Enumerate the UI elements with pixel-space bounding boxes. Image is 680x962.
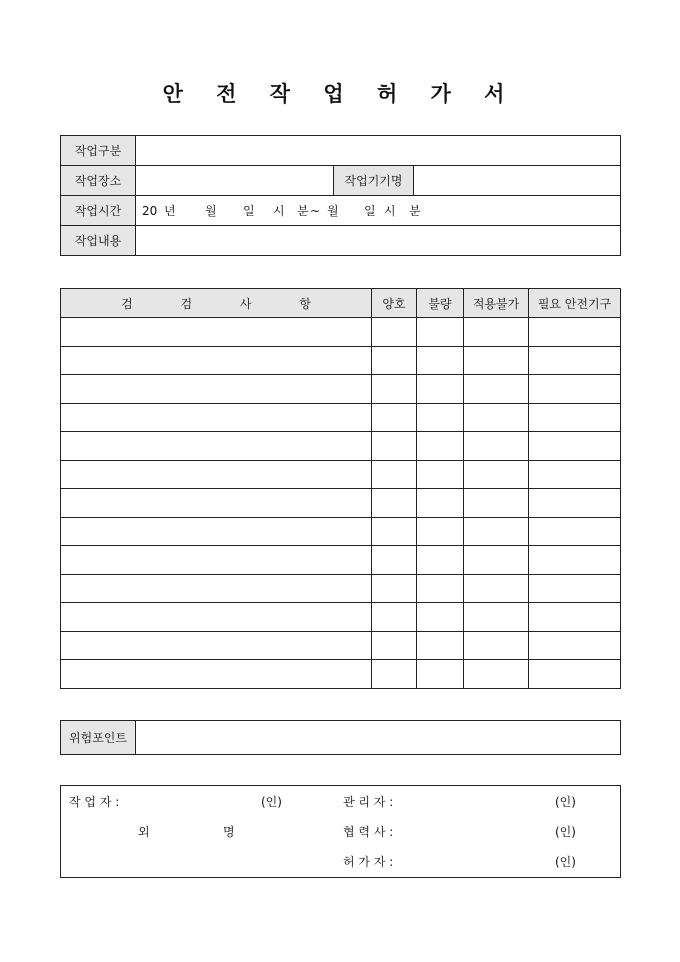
work-place-field[interactable] <box>136 166 334 196</box>
required-equipment-cell[interactable] <box>529 432 621 461</box>
time-day-end: 일 <box>364 204 376 218</box>
required-equipment-cell[interactable] <box>529 403 621 432</box>
bad-cell[interactable] <box>417 403 464 432</box>
header-check-item: 검 검 사 항 <box>61 289 372 318</box>
check-item-cell[interactable] <box>61 460 372 489</box>
good-cell[interactable] <box>372 489 417 518</box>
checklist-row <box>61 432 621 461</box>
not-applicable-cell[interactable] <box>464 432 529 461</box>
check-item-cell[interactable] <box>61 375 372 404</box>
not-applicable-cell[interactable] <box>464 517 529 546</box>
good-cell[interactable] <box>372 346 417 375</box>
manager-seal[interactable]: (인) <box>555 795 576 809</box>
good-cell[interactable] <box>372 375 417 404</box>
checklist-row <box>61 631 621 660</box>
header-required-equipment: 필요 안전기구 <box>529 289 621 318</box>
checklist-row <box>61 346 621 375</box>
worker-seal[interactable]: (인) <box>261 795 282 809</box>
not-applicable-cell[interactable] <box>464 631 529 660</box>
time-prefix: 20 <box>142 204 158 218</box>
bad-cell[interactable] <box>417 546 464 575</box>
required-equipment-cell[interactable] <box>529 460 621 489</box>
checklist-row <box>61 460 621 489</box>
document-title: 안 전 작 업 허 가 서 <box>162 81 518 106</box>
work-content-field[interactable] <box>136 226 621 256</box>
checklist-row <box>61 574 621 603</box>
worker-label: 작 업 자 : <box>69 795 120 809</box>
work-type-label: 작업구분 <box>61 136 136 166</box>
not-applicable-cell[interactable] <box>464 546 529 575</box>
work-place-row <box>61 166 621 196</box>
work-content-label: 작업내용 <box>61 226 136 256</box>
bad-cell[interactable] <box>417 660 464 689</box>
required-equipment-cell[interactable] <box>529 517 621 546</box>
risk-point-table <box>60 720 621 755</box>
checklist-header-row <box>61 289 621 318</box>
header-bad: 불량 <box>417 289 464 318</box>
bad-cell[interactable] <box>417 574 464 603</box>
good-cell[interactable] <box>372 546 417 575</box>
equipment-field[interactable] <box>414 166 621 196</box>
good-cell[interactable] <box>372 517 417 546</box>
check-item-cell[interactable] <box>61 546 372 575</box>
bad-cell[interactable] <box>417 517 464 546</box>
not-applicable-cell[interactable] <box>464 318 529 347</box>
good-cell[interactable] <box>372 460 417 489</box>
others-prefix: 외 <box>138 825 150 839</box>
risk-point-label: 위험포인트 <box>61 721 136 755</box>
time-year: 년 <box>164 204 176 218</box>
good-cell[interactable] <box>372 318 417 347</box>
checklist-row <box>61 375 621 404</box>
not-applicable-cell[interactable] <box>464 403 529 432</box>
required-equipment-cell[interactable] <box>529 574 621 603</box>
good-cell[interactable] <box>372 403 417 432</box>
work-time-row <box>61 196 621 226</box>
check-item-cell[interactable] <box>61 574 372 603</box>
check-item-cell[interactable] <box>61 432 372 461</box>
check-item-cell[interactable] <box>61 403 372 432</box>
checklist-table <box>60 288 621 689</box>
bad-cell[interactable] <box>417 375 464 404</box>
work-type-field[interactable] <box>136 136 621 166</box>
time-hour: 시 <box>273 204 285 218</box>
not-applicable-cell[interactable] <box>464 489 529 518</box>
time-month: 월 <box>205 204 217 218</box>
check-item-cell[interactable] <box>61 517 372 546</box>
required-equipment-cell[interactable] <box>529 660 621 689</box>
header-good: 양호 <box>372 289 417 318</box>
approver-seal[interactable]: (인) <box>555 855 576 869</box>
required-equipment-cell[interactable] <box>529 489 621 518</box>
time-minute: 분 <box>297 204 309 218</box>
not-applicable-cell[interactable] <box>464 603 529 632</box>
header-not-applicable: 적용불가 <box>464 289 529 318</box>
checklist-row <box>61 660 621 689</box>
checklist-row <box>61 403 621 432</box>
check-item-cell[interactable] <box>61 318 372 347</box>
check-item-cell[interactable] <box>61 346 372 375</box>
manager-label: 관 리 자 : <box>343 795 394 809</box>
bad-cell[interactable] <box>417 318 464 347</box>
equipment-label: 작업기기명 <box>334 166 414 196</box>
good-cell[interactable] <box>372 432 417 461</box>
not-applicable-cell[interactable] <box>464 574 529 603</box>
not-applicable-cell[interactable] <box>464 660 529 689</box>
time-tilde: ~ <box>310 204 321 218</box>
good-cell[interactable] <box>372 574 417 603</box>
partner-label: 협 력 사 : <box>343 825 394 839</box>
bad-cell[interactable] <box>417 631 464 660</box>
required-equipment-cell[interactable] <box>529 603 621 632</box>
checklist-row <box>61 517 621 546</box>
bad-cell[interactable] <box>417 489 464 518</box>
time-day: 일 <box>243 204 255 218</box>
work-type-row <box>61 136 621 166</box>
not-applicable-cell[interactable] <box>464 375 529 404</box>
bad-cell[interactable] <box>417 346 464 375</box>
checklist-row <box>61 546 621 575</box>
not-applicable-cell[interactable] <box>464 346 529 375</box>
partner-seal[interactable]: (인) <box>555 825 576 839</box>
good-cell[interactable] <box>372 603 417 632</box>
approver-label: 허 가 자 : <box>343 855 394 869</box>
risk-point-field[interactable] <box>136 721 621 755</box>
good-cell[interactable] <box>372 631 417 660</box>
check-item-cell[interactable] <box>61 489 372 518</box>
work-content-row <box>61 226 621 256</box>
not-applicable-cell[interactable] <box>464 460 529 489</box>
required-equipment-cell[interactable] <box>529 546 621 575</box>
work-time-label: 작업시간 <box>61 196 136 226</box>
good-cell[interactable] <box>372 660 417 689</box>
time-hour-end: 시 <box>384 204 396 218</box>
checklist-row <box>61 318 621 347</box>
required-equipment-cell[interactable] <box>529 375 621 404</box>
work-time-field[interactable] <box>136 196 621 226</box>
checklist-row <box>61 489 621 518</box>
time-month-end: 월 <box>327 204 339 218</box>
checklist-row <box>61 603 621 632</box>
required-equipment-cell[interactable] <box>529 631 621 660</box>
bad-cell[interactable] <box>417 603 464 632</box>
required-equipment-cell[interactable] <box>529 346 621 375</box>
time-minute-end: 분 <box>409 204 421 218</box>
check-item-cell[interactable] <box>61 603 372 632</box>
check-item-cell[interactable] <box>61 660 372 689</box>
risk-point-row <box>61 721 621 755</box>
others-suffix: 명 <box>223 825 235 839</box>
check-item-cell[interactable] <box>61 631 372 660</box>
signature-box <box>60 785 621 878</box>
work-info-table <box>60 135 621 256</box>
bad-cell[interactable] <box>417 460 464 489</box>
work-place-label: 작업장소 <box>61 166 136 196</box>
required-equipment-cell[interactable] <box>529 318 621 347</box>
bad-cell[interactable] <box>417 432 464 461</box>
